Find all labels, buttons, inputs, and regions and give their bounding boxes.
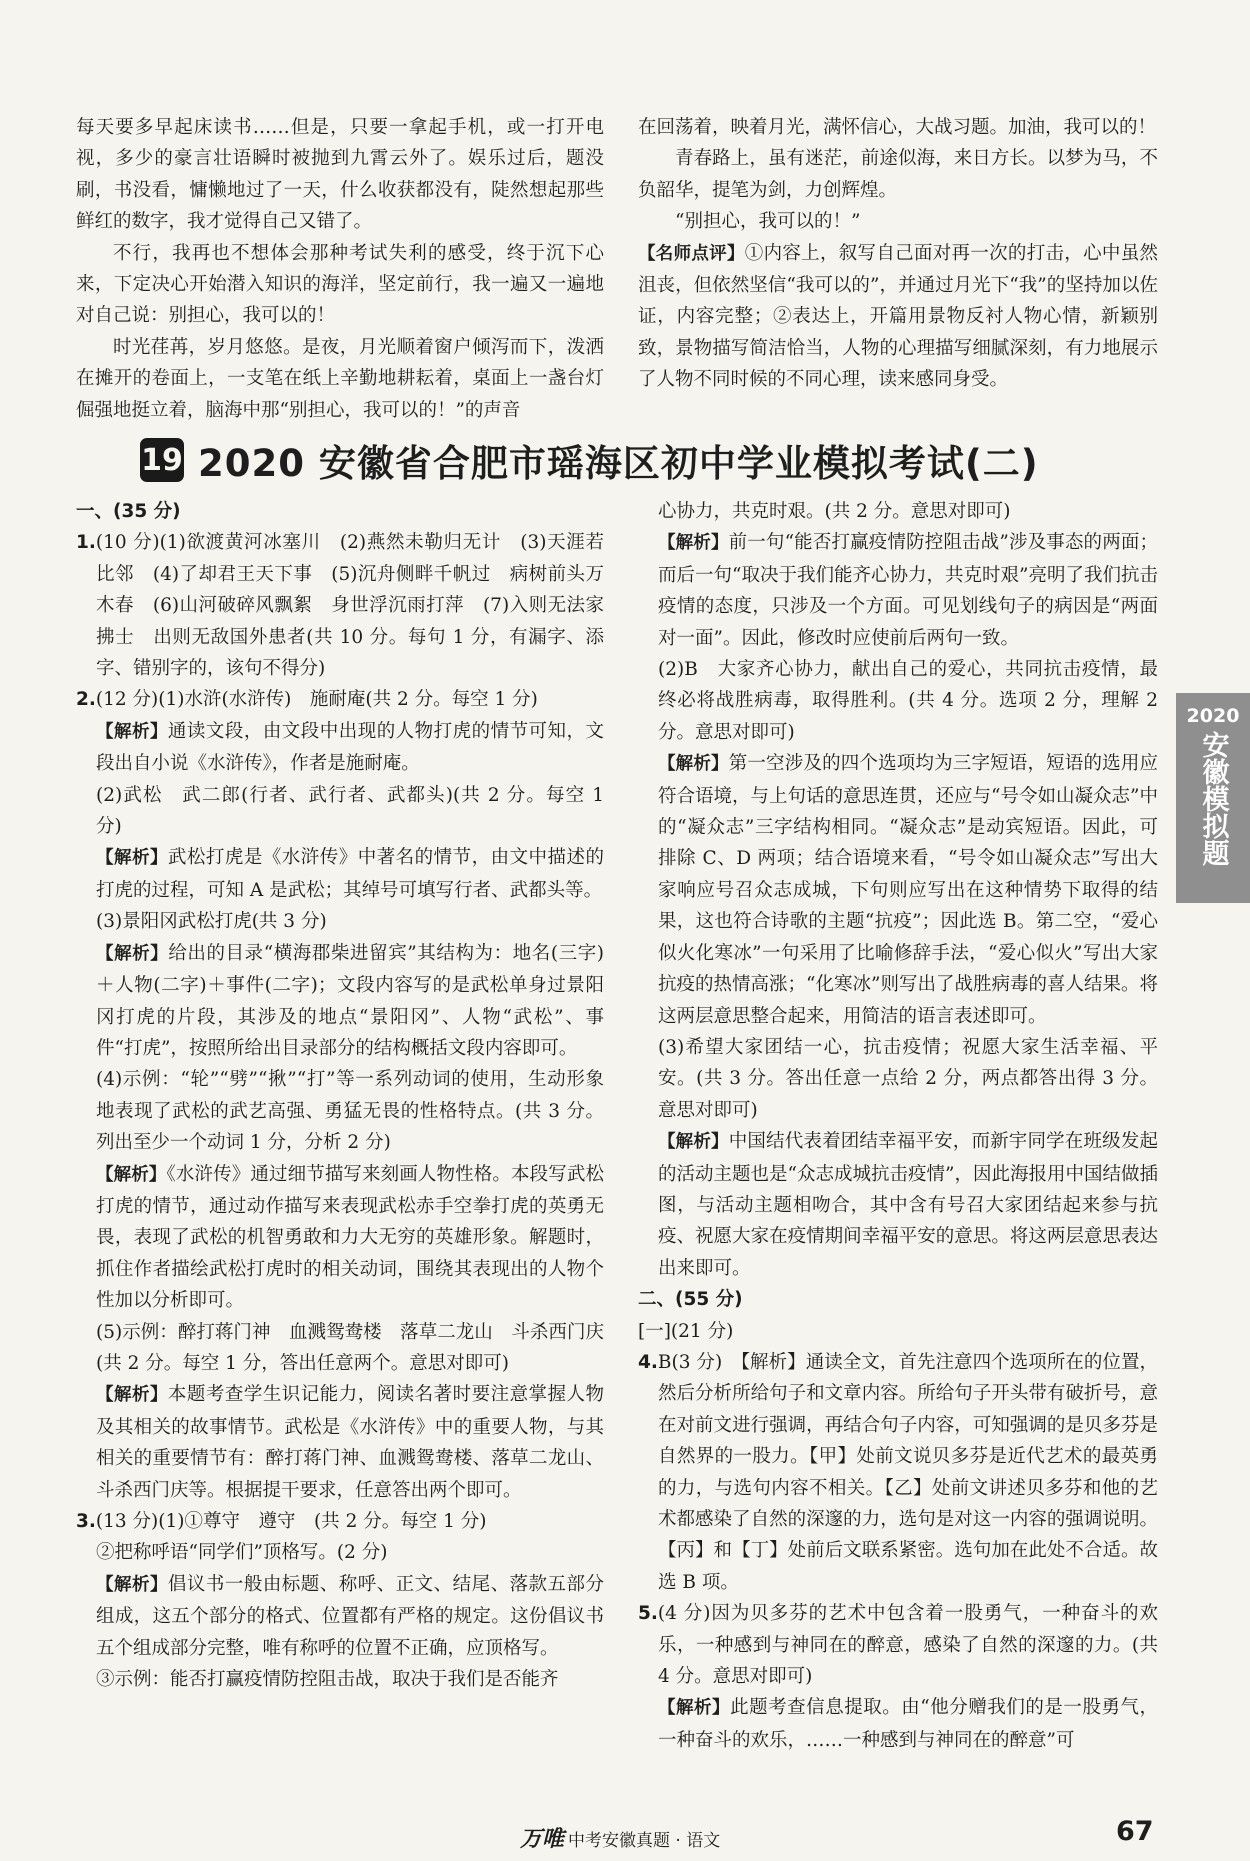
answer-explanation <box>638 1692 1158 1756</box>
essay-right-column <box>638 112 1158 396</box>
answer-line <box>76 496 604 527</box>
side-tab-label: 安徽模拟题 <box>1197 731 1229 866</box>
essay-paragraph: 不行，我再也不想体会那种考试失利的感受，终于沉下心来，下定决心开始潜入知识的海洋，坚定前行，我一遍又一遍地对自己说：别担心，我可以的！ <box>76 242 604 327</box>
answer-line <box>76 1664 604 1695</box>
answer-line <box>76 780 604 843</box>
answer-text: 二、(55 分) <box>638 1289 743 1311</box>
answer-line <box>638 1032 1158 1126</box>
answer-explanation <box>76 1569 604 1664</box>
teacher-comment-text: ①内容上，叙写自己面对再一次的打击，心中虽然沮丧，但依然坚信“我可以的”，并通过月光下“我”的坚持加以佐证，内容完整；②表达上，开篇用景物反衬人物心情，新颖别致，景物描写简洁恰当，人物的心理描写细腻深刻，有力地展示了人物不同时候的不同心理，读来感同身受。 <box>638 242 1158 391</box>
answer-text: 倡议书一般由标题、称呼、正文、结尾、落款五部分组成，这五个部分的格式、位置都有严格的规定。这份倡议书五个组成部分完整，唯有称呼的位置不正确，应顶格写。 <box>96 1573 604 1659</box>
question-answer <box>76 1506 604 1537</box>
answer-text: (12 分)(1)水浒(水浒传) 施耐庵(共 2 分。每空 1 分) <box>95 689 538 711</box>
footer-book-title: 中考安徽真题 · 语文 <box>568 1831 721 1851</box>
answer-text: ③示例：能否打赢疫情防控阻击战，取决于我们是否能齐 <box>96 1669 559 1691</box>
answer-line <box>76 1537 604 1568</box>
answer-line <box>638 1284 1158 1315</box>
answer-text: 《水浒传》通过细节描写来刻画人物性格。本段写武松打虎的情节，通过动作描写来表现武松赤手空拳打虎的英勇无畏，表现了武松的机智勇敢和力大无穷的英雄形象。解题时，抓住作者描绘武松打虎时的相关动词，围绕其表现出的人物个性加以分析即可。 <box>96 1163 604 1312</box>
explanation-tag: 【解析】 <box>96 943 169 964</box>
exam-number-badge: 19 <box>140 438 184 482</box>
question-number: 5. <box>638 1603 658 1625</box>
answer-explanation <box>76 716 604 780</box>
answer-explanation <box>638 527 1158 654</box>
explanation-tag: 【解析】 <box>96 721 168 742</box>
exam-title-text: 2020 安徽省合肥市瑶海区初中学业模拟考试(二) <box>198 442 1039 485</box>
answer-text: (13 分)(1)①尊守 遵守 (共 2 分。每空 1 分) <box>95 1511 487 1532</box>
essay-left-column <box>76 112 604 426</box>
answer-text: (3)景阳冈武松打虎(共 3 分) <box>96 911 327 933</box>
question-number: 2. <box>76 689 96 711</box>
answer-explanation <box>638 1126 1158 1284</box>
answer-text: (4)示例：“轮”“劈”“揪”“打”等一系列动词的使用，生动形象地表现了武松的武艺高强、勇猛无畏的性格特点。(共 3 分。列出至少一个动词 1 分，分析 2 分) <box>96 1069 604 1154</box>
answer-text: 给出的目录“横海郡柴进留宾”其结构为：地名(三字)＋人物(二字)＋事件(二字)；文段内容写的是武松单身过景阳冈打虎的片段，其涉及的地点“景阳冈”、人物“武松”、事件“打虎”，按照所给出目录部分的结构概括文段内容即可。 <box>96 942 604 1059</box>
answer-explanation <box>76 938 604 1065</box>
question-answer <box>76 684 604 715</box>
answer-text: 此题考查信息提取。由“他分赠我们的是一股勇气，一种奋斗的欢乐，……一种感到与神同在的醉意”可 <box>658 1697 1159 1751</box>
question-number: 4. <box>638 1351 658 1373</box>
explanation-tag: 【解析】 <box>658 1132 729 1153</box>
answer-line <box>76 1317 604 1380</box>
essay-paragraph: 时光荏苒，岁月悠悠。是夜，月光顺着窗户倾泻而下，泼洒在摊开的卷面上，一支笔在纸上辛勤地耕耘着，桌面上一盏台灯倔强地挺立着，脑海中那“别担心，我可以的！”的声音 <box>76 336 604 421</box>
explanation-tag: 【解析】 <box>96 1164 167 1185</box>
teacher-comment-tag: 【名师点评】 <box>638 243 745 264</box>
section-side-tab <box>1176 693 1250 903</box>
explanation-tag: 【解析】 <box>658 1698 731 1719</box>
explanation-tag: 【解析】 <box>658 754 729 775</box>
answer-explanation <box>76 1379 604 1506</box>
teacher-comment <box>638 238 1158 396</box>
answers-right-column <box>638 496 1158 1756</box>
answer-text: 前一句“能否打赢疫情防控阻击战”涉及事态的两面；而后一句“取决于我们能齐心协力，共克时艰”亮明了我们抗击疫情的态度，只涉及一个方面。可见划线句子的病因是“两面对一面”。因此，修改时应使前后两句一致。 <box>658 532 1159 649</box>
page-footer <box>0 1816 1250 1856</box>
explanation-tag: 【解析】 <box>96 1574 168 1595</box>
answer-text: B(3 分) 【解析】通读全文，首先注意四个选项所在的位置，然后分析所给句子和文章内容。所给句子开头带有破折号，意在对前文进行强调，再结合句子内容，可知强调的是贝多芬是自然界的一股力。【甲】处前文说贝多芬是近代艺术的最英勇的力，与选句内容不相关。【乙】处前文讲述贝多芬和他的艺术都感染了自然的深邃的力，选句是对这一内容的强调说明。【丙】和【丁】处前后文联系紧密。选句加在此处不合适。故选 B 项。 <box>657 1351 1158 1593</box>
answer-line <box>76 906 604 937</box>
answer-explanation <box>76 842 604 906</box>
explanation-tag: 【解析】 <box>658 533 729 554</box>
answer-explanation <box>76 1159 604 1317</box>
question-answer <box>638 1598 1158 1692</box>
answer-text: (2)武松 武二郎(行者、武行者、武都头)(共 2 分。每空 1 分) <box>96 784 604 838</box>
answer-text: ②把称呼语“同学们”顶格写。(2 分) <box>96 1542 388 1564</box>
brand-logo: 万唯 <box>520 1827 565 1852</box>
answer-line <box>76 1064 604 1158</box>
question-answer <box>76 527 604 684</box>
answer-text: 本题考查学生识记能力，阅读名著时要注意掌握人物及其相关的故事情节。武松是《水浒传》中的重要人物，与其相关的重要情节有：醉打蒋门神、血溅鸳鸯楼、落草二龙山、斗杀西门庆等。根据提干要求，任意答出两个即可。 <box>96 1384 604 1501</box>
answer-text: 中国结代表着团结幸福平安，而新宇同学在班级发起的活动主题也是“众志成城抗击疫情”，因此海报用中国结做插图，与活动主题相吻合，其中含有号召大家团结起来参与抗疫、祝愿大家在疫情期间幸福平安的意思。将这两层意思表达出来即可。 <box>658 1131 1158 1279</box>
answer-text: (5)示例：醉打蒋门神 血溅鸳鸯楼 落草二龙山 斗杀西门庆(共 2 分。每空 1 分，答出任意两个。意思对即可) <box>96 1321 604 1374</box>
essay-paragraph: “别担心，我可以的！” <box>675 211 861 233</box>
essay-paragraph: 青春路上，虽有迷茫，前途似海，来日方长。以梦为马，不负韶华，提笔为剑，力创辉煌。 <box>638 148 1158 201</box>
answer-text: 通读文段，由文段中出现的人物打虎的情节可知，文段出自小说《水浒传》，作者是施耐庵。 <box>96 720 604 775</box>
explanation-tag: 【解析】 <box>96 1385 168 1406</box>
answer-text: 一、(35 分) <box>76 501 181 522</box>
answer-explanation <box>638 748 1158 1032</box>
exam-title <box>140 432 1150 488</box>
side-tab-year: 2020 <box>1186 705 1240 727</box>
page-number: 67 <box>1116 1816 1154 1847</box>
question-number: 1. <box>76 532 96 554</box>
question-number: 3. <box>76 1511 96 1532</box>
answers-left-column <box>76 496 604 1695</box>
question-answer <box>638 1347 1158 1598</box>
answer-text: (3)希望大家团结一心，抗击疫情；祝愿大家生活幸福、平安。(共 3 分。答出任意一点给 2 分，两点都答出得 3 分。意思对即可) <box>658 1036 1158 1121</box>
answer-line <box>638 654 1158 748</box>
answer-text: (10 分)(1)欲渡黄河冰塞川 (2)燕然未勒归无计 (3)天涯若比邻 (4)了却君王天下事 (5)沉舟侧畔千帆过 病树前头万木春 (6)山河破碎风飘絮 身世浮沉雨打萍 (7)入则无法家拂士 出则无敌国外患者(共 10 分。每句 1 分，有漏字、添字、错别字的，该句不得分) <box>95 532 604 680</box>
essay-paragraph: 在回荡着，映着月光，满怀信心，大战习题。加油，我可以的！ <box>638 117 1157 138</box>
answer-text: (2)B 大家齐心协力，献出自己的爱心，共同抗击疫情，最终必将战胜病毒，取得胜利。(共 4 分。选项 2 分，理解 2 分。意思对即可) <box>658 659 1158 743</box>
answer-text: 第一空涉及的四个选项均为三字短语，短语的选用应符合语境，与上句话的意思连贯，还应与“号令如山凝众志”中的“凝众志”三字结构相同。“凝众志”是动宾短语。因此，可排除 C、D 两项；结合语境来看，“号令如山凝众志”写出大家响应号召众志成城，下句则应写出在这种情势下取得的结果，这也符合诗歌的主题“抗疫”；因此选 B。第二空，“爱心似火化寒冰”一句采用了比喻修辞手法，“爱心似火”写出大家抗疫的热情高涨；“化寒冰”则写出了战胜病毒的喜人结果。将这两层意思整合起来，用简洁的语言表述即可。 <box>658 753 1158 1027</box>
explanation-tag: 【解析】 <box>96 848 168 869</box>
answer-text: 心协力，共克时艰。(共 2 分。意思对即可) <box>658 501 1011 522</box>
answer-text: 武松打虎是《水浒传》中著名的情节，由文中描述的打虎的过程，可知 A 是武松；其绰号可填写行者、武都头等。 <box>96 847 604 901</box>
answer-line <box>638 1316 1158 1347</box>
answer-line <box>638 496 1158 527</box>
essay-paragraph: 每天要多早起床读书……但是，只要一拿起手机，或一打开电视，多少的豪言壮语瞬时被抛到九霄云外了。娱乐过后，题没刷，书没看，慵懒地过了一天，什么收获都没有，陡然想起那些鲜红的数字，我才觉得自己又错了。 <box>76 117 604 233</box>
answer-text: (4 分)因为贝多芬的艺术中包含着一股勇气，一种奋斗的欢乐，一种感到与神同在的醉意，感染了自然的深邃的力。(共 4 分。意思对即可) <box>657 1603 1158 1688</box>
answer-text: [一](21 分) <box>638 1320 734 1342</box>
